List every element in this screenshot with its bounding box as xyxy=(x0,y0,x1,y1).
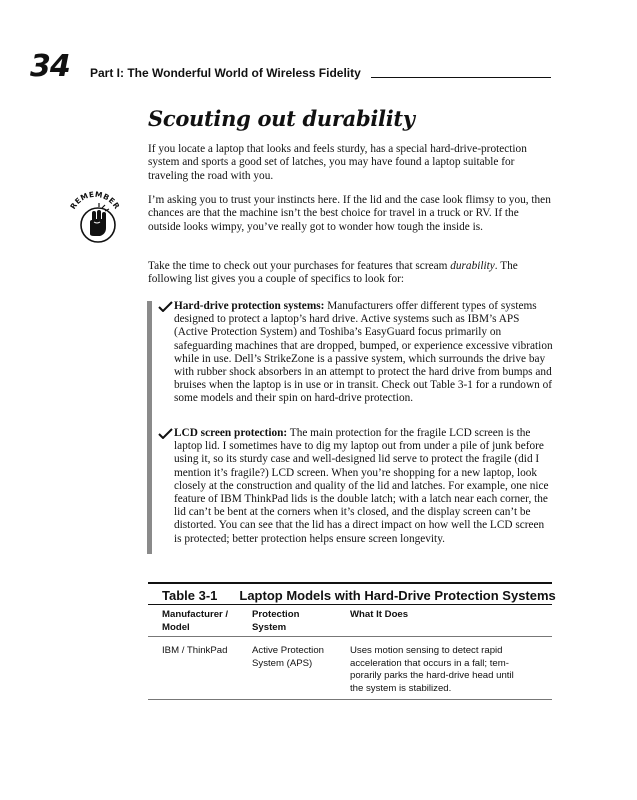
remember-icon xyxy=(64,186,126,248)
list-item xyxy=(158,427,554,546)
table-caption xyxy=(162,588,556,603)
list-item-body: Manufacturers offer different types of systems designed to protect a laptop’s hard drive. Active systems such as IBM’s APS (Active Protection System) and Toshiba’s EasyGuard focus primarily on safeguarding machines that are dropped, bumped, or experience excessive vibration while in use. Dell’s StrikeZone is a passive system, which surrounds the drive bay with rubber shock absorbers in an attempt to protect the hard drive from bumps and bruises when the laptop is in use or in transit. Check out Table 3-1 for a rundown of some models and their spin on hard-drive protection. xyxy=(174,300,553,405)
running-head: Part I: The Wonderful World of Wireless Fidelity xyxy=(90,66,361,80)
table-cell-description: Uses motion sensing to detect rapid acceleration that occurs in a fall; tem- porarily parks the hard-drive head until the system is stabilized. xyxy=(350,645,514,694)
table-cell-system: Active Protection System (APS) xyxy=(252,645,324,669)
table-header-protection: Protection System xyxy=(252,609,300,633)
header-rule xyxy=(371,77,551,78)
table-divider xyxy=(148,636,552,637)
list-item-body: The main protection for the fragile LCD screen is the laptop lid. I sometimes have to dig my laptop out from under a pile of junk before using it, so its sturdy case and well-designed lid serve to protect the fragile (did I mention it’s fragile?) LCD screen. When you’re shopping for a new laptop, look closely at the construction and quality of the lid and latches. For example, one nice feature of IBM ThinkPad lids is the double latch; with a latch near each corner, the lid can’t be bent at the corners when it’s closed, and the display screen can’t be distorted. You can see that the lid has a direct impact on how well the LCD screen is protected; better protection helps ensure screen longevity. xyxy=(174,427,549,545)
table-number: Table 3-1 xyxy=(162,588,218,603)
paragraph-durability xyxy=(148,260,554,287)
table-header-manufacturer: Manufacturer / Model xyxy=(162,609,229,633)
table-bottom-rule xyxy=(148,699,552,700)
checkmark-icon xyxy=(158,301,173,312)
list-item-heading: Hard-drive protection systems: xyxy=(174,300,325,312)
page-number: 34 xyxy=(30,49,70,84)
paragraph-instincts: I’m asking you to trust your instincts here. If the lid and the case look flimsy to you, then chances are that the machine isn’t the best choice for travel in a truck or RV. If the outside looks wimpy, you’ve really got to wonder how tough the inside is. xyxy=(148,194,551,233)
checkmark-icon xyxy=(158,428,173,439)
table-top-rule xyxy=(148,582,552,584)
table-cell-model: IBM / ThinkPad xyxy=(162,645,228,656)
table-header-what-it-does: What It Does xyxy=(350,609,409,620)
list-item xyxy=(158,300,554,406)
table-header-rule xyxy=(148,604,552,605)
paragraph-durability-lead: Take the time to check out your purchases for features that scream xyxy=(148,260,451,272)
table-title: Laptop Models with Hard-Drive Protection Systems xyxy=(239,588,556,603)
list-sidebar-bar xyxy=(147,301,152,554)
paragraph-intro: If you locate a laptop that looks and feels sturdy, has a special hard-drive-protection system and sports a good set of latches, you may have found a laptop suitable for traveling the road with you. xyxy=(148,143,527,182)
list-item-heading: LCD screen protection: xyxy=(174,427,288,439)
section-title: Scouting out durability xyxy=(148,106,415,131)
remember-icon-label: REMEMBER xyxy=(68,189,122,211)
paragraph-durability-tail: . The following list gives you a couple of specifics to look for: xyxy=(148,260,518,286)
emphasis-durability: durability xyxy=(450,260,495,272)
